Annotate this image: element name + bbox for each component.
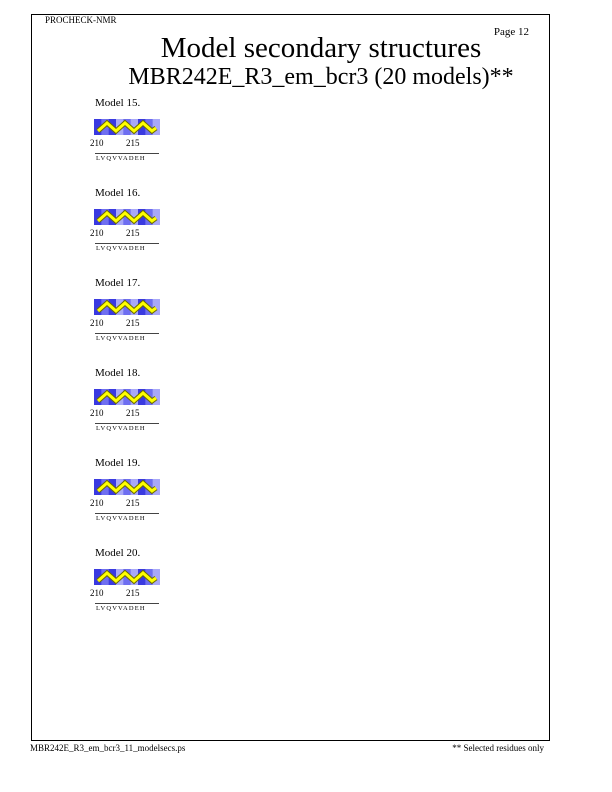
model-block <box>89 457 209 537</box>
residue-number-start: 210 <box>90 498 104 508</box>
residue-number-start: 210 <box>90 228 104 238</box>
program-name: PROCHECK-NMR <box>45 15 117 25</box>
residue-sequence: LVQVVADEH <box>96 335 146 342</box>
residue-sequence: LVQVVADEH <box>96 155 146 162</box>
residue-sequence: LVQVVADEH <box>96 605 146 612</box>
residue-number-mid: 215 <box>126 588 140 598</box>
residue-number-mid: 215 <box>126 228 140 238</box>
model-label: Model 18. <box>95 367 141 379</box>
residue-number-mid: 215 <box>126 498 140 508</box>
residue-number-start: 210 <box>90 138 104 148</box>
model-label: Model 15. <box>95 97 141 109</box>
footer-note: ** Selected residues only <box>452 743 544 753</box>
residue-number-mid: 215 <box>126 318 140 328</box>
page-subtitle: MBR242E_R3_em_bcr3 (20 models)** <box>128 64 514 90</box>
secondary-structure-strip <box>94 479 160 495</box>
sequence-rule <box>95 603 159 604</box>
model-label: Model 20. <box>95 547 141 559</box>
model-label: Model 19. <box>95 457 141 469</box>
sequence-rule <box>95 243 159 244</box>
model-block <box>89 187 209 267</box>
sequence-rule <box>95 513 159 514</box>
residue-number-mid: 215 <box>126 138 140 148</box>
residue-sequence: LVQVVADEH <box>96 245 146 252</box>
secondary-structure-strip <box>94 569 160 585</box>
secondary-structure-strip <box>94 119 160 135</box>
page-title: Model secondary structures <box>160 32 482 64</box>
residue-number-start: 210 <box>90 408 104 418</box>
secondary-structure-strip <box>94 209 160 225</box>
model-block <box>89 277 209 357</box>
model-block <box>89 367 209 447</box>
sequence-rule <box>95 333 159 334</box>
residue-number-mid: 215 <box>126 408 140 418</box>
model-label: Model 17. <box>95 277 141 289</box>
model-label: Model 16. <box>95 187 141 199</box>
page-number: Page 12 <box>493 26 529 38</box>
residue-number-start: 210 <box>90 318 104 328</box>
footer-filename: MBR242E_R3_em_bcr3_11_modelsecs.ps <box>30 743 186 753</box>
model-block <box>89 97 209 177</box>
secondary-structure-strip <box>94 299 160 315</box>
residue-sequence: LVQVVADEH <box>96 515 146 522</box>
secondary-structure-strip <box>94 389 160 405</box>
sequence-rule <box>95 423 159 424</box>
residue-sequence: LVQVVADEH <box>96 425 146 432</box>
sequence-rule <box>95 153 159 154</box>
model-block <box>89 547 209 627</box>
residue-number-start: 210 <box>90 588 104 598</box>
